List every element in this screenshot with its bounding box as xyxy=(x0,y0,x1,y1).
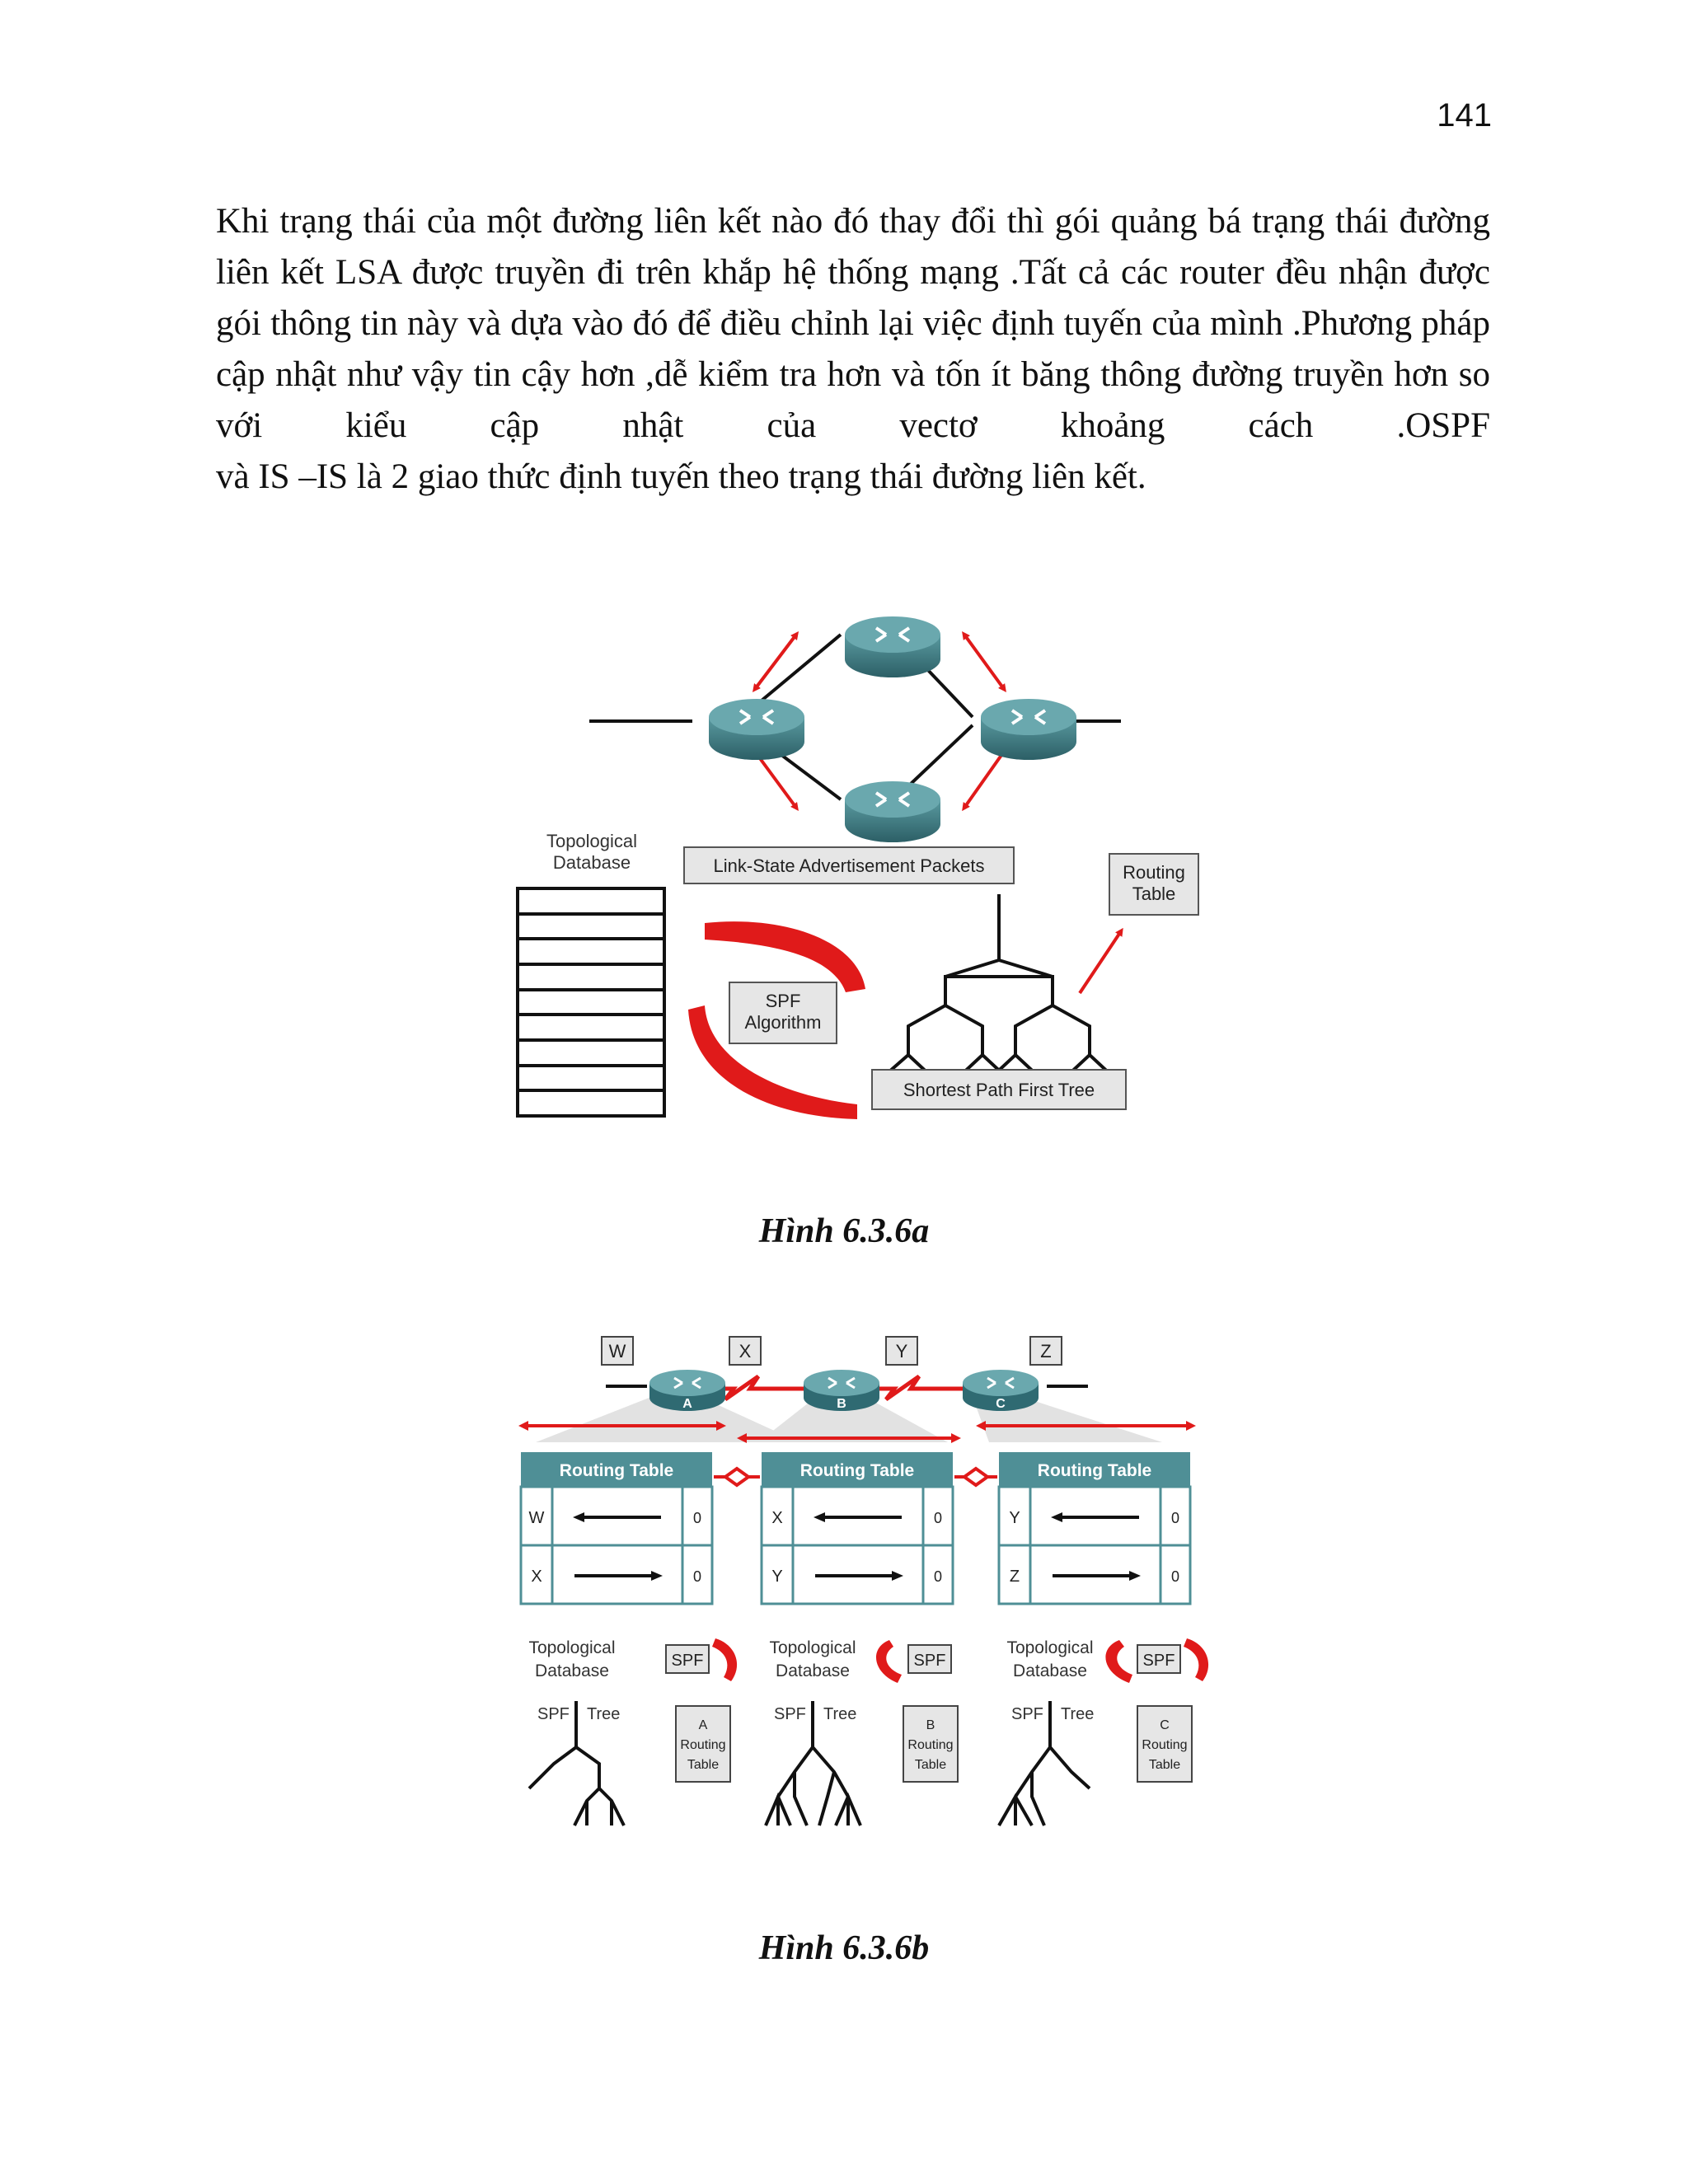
svg-text:Database: Database xyxy=(776,1661,850,1680)
caption-figure-b: Hình 6.3.6b xyxy=(758,1929,930,1967)
network-label-box xyxy=(602,1337,633,1365)
spf-algorithm-label: Algorithm xyxy=(744,1012,822,1033)
svg-text:Table: Table xyxy=(1148,1758,1181,1772)
spf-tree-label: Shortest Path First Tree xyxy=(903,1080,1095,1100)
network-label-box xyxy=(886,1337,917,1365)
topo-db-label: Database xyxy=(552,852,631,873)
svg-text:0: 0 xyxy=(933,1510,943,1526)
svg-text:SPF: SPF xyxy=(1011,1705,1043,1723)
svg-text:X: X xyxy=(531,1568,542,1586)
svg-text:0: 0 xyxy=(1170,1568,1180,1585)
network-label-box xyxy=(729,1337,761,1365)
router-icon xyxy=(981,699,1076,760)
routing-table-label: Table xyxy=(1132,883,1176,904)
svg-text:Table: Table xyxy=(914,1758,947,1772)
svg-text:Y: Y xyxy=(771,1568,783,1586)
svg-text:X: X xyxy=(771,1509,783,1527)
lsa-packets-label: Link-State Advertisement Packets xyxy=(713,855,985,876)
svg-text:0: 0 xyxy=(933,1568,943,1585)
spf-algorithm-label: SPF xyxy=(765,991,801,1011)
svg-text:SPF: SPF xyxy=(671,1652,704,1670)
router-detail xyxy=(528,1638,737,1825)
router-icon xyxy=(845,616,940,677)
routing-table xyxy=(762,1452,953,1604)
svg-text:X: X xyxy=(738,1341,752,1361)
page-number: 141 xyxy=(1437,97,1492,134)
svg-text:SPF: SPF xyxy=(774,1705,806,1723)
router-icon xyxy=(709,699,804,760)
router-detail xyxy=(766,1638,958,1825)
router-icon xyxy=(963,1370,1039,1411)
svg-text:Topological: Topological xyxy=(1006,1638,1094,1657)
paragraph-main: Khi trạng thái của một đường liên kết nào đó thay đổi thì gói quảng bá trạng thái đường liên kết LSA được truyền đi trên khắp hệ thống mạng .Tất cả các router đều nhận được gói thông tin này và dựa vào đó để điều chỉnh lại việc định tuyến của mình .Phương pháp cập nhật như vậy tin cậy hơn ,dễ kiểm tra hơn và tốn ít băng thông đường truyền hơn so với kiểu cập nhật của vectơ khoảng cách .OSPF xyxy=(216,202,1490,445)
svg-text:W: W xyxy=(608,1341,626,1361)
router-icon xyxy=(845,781,940,842)
topological-database-icon xyxy=(518,888,664,1116)
svg-text:Database: Database xyxy=(1013,1661,1087,1680)
router-icon xyxy=(649,1370,725,1411)
svg-text:Database: Database xyxy=(535,1661,609,1680)
svg-text:SPF: SPF xyxy=(913,1652,946,1670)
figure-routing-tables xyxy=(445,1294,1269,1887)
svg-text:Routing Table: Routing Table xyxy=(799,1461,915,1480)
svg-text:SPF: SPF xyxy=(1142,1652,1175,1670)
svg-text:Z: Z xyxy=(1009,1568,1020,1586)
svg-text:Z: Z xyxy=(1040,1341,1052,1361)
svg-text:Y: Y xyxy=(895,1341,908,1361)
caption-figure-a: Hình 6.3.6a xyxy=(758,1212,930,1250)
svg-text:A: A xyxy=(682,1397,692,1411)
paragraph-last-line: và IS –IS là 2 giao thức định tuyến theo trạng thái đường liên kết. xyxy=(216,457,1146,496)
spf-tree-icon xyxy=(882,894,1114,1078)
svg-text:Tree: Tree xyxy=(587,1705,621,1723)
svg-text:0: 0 xyxy=(1170,1510,1180,1526)
topo-db-label: Topological xyxy=(546,831,638,851)
network-label-box xyxy=(1030,1337,1062,1365)
svg-text:Topological: Topological xyxy=(769,1638,856,1657)
svg-text:Routing Table: Routing Table xyxy=(559,1461,674,1480)
svg-text:SPF: SPF xyxy=(537,1705,570,1723)
svg-text:Routing: Routing xyxy=(907,1738,954,1752)
svg-text:0: 0 xyxy=(692,1568,702,1585)
routing-table-label: Routing xyxy=(1123,862,1185,883)
svg-text:A: A xyxy=(698,1718,708,1732)
router-detail xyxy=(999,1638,1208,1825)
svg-text:Routing: Routing xyxy=(680,1738,726,1752)
svg-text:Tree: Tree xyxy=(823,1705,857,1723)
router-icon xyxy=(804,1370,879,1411)
svg-text:C: C xyxy=(996,1397,1006,1411)
svg-text:Table: Table xyxy=(687,1758,720,1772)
svg-text:B: B xyxy=(837,1397,846,1411)
svg-text:B: B xyxy=(926,1718,935,1732)
svg-text:W: W xyxy=(528,1509,545,1527)
svg-text:Routing Table: Routing Table xyxy=(1037,1461,1152,1480)
svg-text:Tree: Tree xyxy=(1061,1705,1095,1723)
svg-text:C: C xyxy=(1160,1718,1170,1732)
svg-text:Topological: Topological xyxy=(528,1638,616,1657)
route-arrow xyxy=(1080,931,1121,993)
routing-table xyxy=(999,1452,1190,1604)
svg-text:0: 0 xyxy=(692,1510,702,1526)
body-paragraph xyxy=(216,196,1490,503)
figure-link-state xyxy=(396,527,1302,1179)
svg-text:Routing: Routing xyxy=(1142,1738,1188,1752)
routing-table xyxy=(521,1452,712,1604)
svg-text:Y: Y xyxy=(1009,1509,1020,1527)
